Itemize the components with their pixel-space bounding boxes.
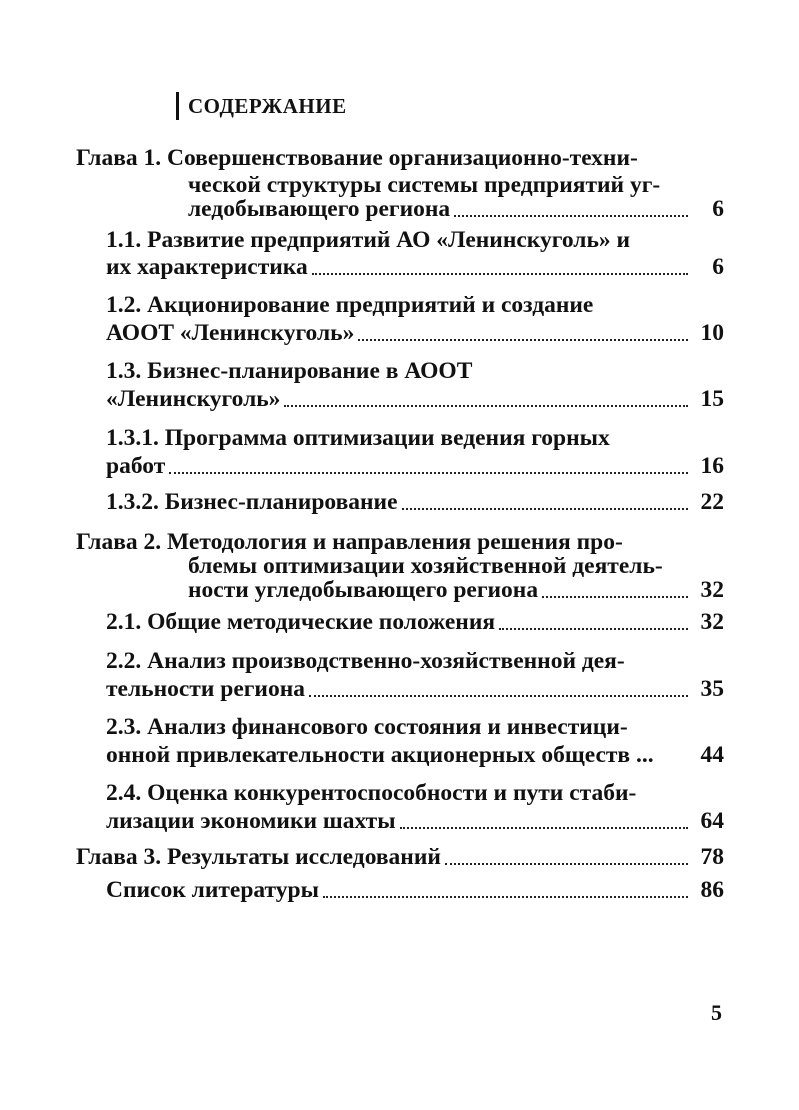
toc-entry[interactable]: [106, 671, 724, 701]
toc-entry-text: ческой структуры системы предприятий уг-: [188, 172, 661, 198]
leader-dots: [358, 338, 688, 341]
toc-entry-text: Глава 3. Результаты исследований: [76, 843, 441, 870]
toc-entry[interactable]: [106, 249, 724, 279]
toc-entry[interactable]: [188, 572, 724, 602]
contents-heading-text: СОДЕРЖАНИЕ: [188, 93, 347, 118]
toc-page-number: 15: [700, 385, 724, 412]
toc-entry-text: Глава 2. Методология и направления решения про-: [76, 529, 623, 555]
toc-entry-text: лизации экономики шахты: [106, 807, 396, 834]
toc-entry-text: Список литературы: [106, 876, 319, 903]
toc-entry-text: «Ленинскуголь»: [106, 385, 281, 412]
toc-page-number: 44: [700, 741, 724, 768]
toc-entry-text: ности угледобывающего региона: [188, 576, 539, 603]
toc-page-number: 32: [700, 608, 724, 635]
toc-entry-text: 2.3. Анализ финансового состояния и инвестици-: [106, 714, 628, 740]
toc-entry-text: АООТ «Ленинскуголь»: [106, 319, 355, 346]
page-folio: 5: [711, 1000, 722, 1025]
toc-entry[interactable]: [106, 803, 724, 833]
toc-page-number: 22: [700, 488, 724, 515]
toc-entry-text: 2.2. Анализ производственно-хозяйственной дея-: [106, 648, 625, 674]
toc-entry-text: 2.4. Оценка конкурентоспособности и пути стаби-: [106, 780, 637, 806]
toc-entry-text: онной привлекательности акционерных обществ ...: [106, 741, 654, 768]
leader-dots: [323, 895, 688, 898]
toc-page-number: 35: [700, 675, 724, 702]
leader-dots: [169, 471, 688, 474]
toc-page-number: 16: [700, 452, 724, 479]
leader-dots: [445, 862, 688, 865]
leader-dots: [499, 627, 688, 630]
toc-page-number: 32: [700, 576, 724, 603]
toc-entry[interactable]: [188, 191, 724, 221]
toc-entry[interactable]: [106, 604, 724, 634]
leader-dots: [542, 595, 688, 598]
toc-entry-text: ледобывающего региона: [188, 195, 451, 222]
toc-entry[interactable]: [106, 448, 724, 478]
toc-page-number: 10: [700, 319, 724, 346]
toc-entry[interactable]: [76, 839, 724, 869]
toc-page-number: 78: [700, 843, 724, 870]
toc-entry-text: 1.1. Развитие предприятий АО «Ленинскуголь» и: [106, 227, 631, 253]
toc-entry-text: работ: [106, 452, 166, 479]
leader-dots: [454, 214, 688, 217]
leader-dots: [402, 507, 688, 510]
toc-entry[interactable]: [106, 484, 724, 514]
contents-heading: [176, 92, 347, 120]
toc-entry-text: их характеристика: [106, 253, 308, 280]
toc-entry-text: блемы оптимизации хозяйственной деятель-: [188, 553, 663, 579]
toc-entry-text: тельности региона: [106, 675, 306, 702]
toc-entry[interactable]: [106, 872, 724, 902]
toc-entry-text: 1.3.2. Бизнес-планирование: [106, 488, 398, 515]
toc-page-number: 6: [712, 195, 724, 222]
toc-page-number: 64: [700, 807, 724, 834]
heading-bar: [176, 92, 179, 120]
toc-entry-text: 1.2. Акционирование предприятий и создание: [106, 292, 594, 318]
leader-dots: [284, 404, 688, 407]
toc-entry-text: 1.3. Бизнес-планирование в АООТ: [106, 358, 473, 384]
leader-dots: [309, 694, 688, 697]
toc-page-number: 6: [712, 253, 724, 280]
toc-entry[interactable]: [106, 381, 724, 411]
toc-entry[interactable]: [106, 315, 724, 345]
toc-entry-text: 1.3.1. Программа оптимизации ведения горных: [106, 425, 610, 451]
leader-dots: [312, 272, 688, 275]
leader-dots: [400, 826, 688, 829]
toc-entry[interactable]: [106, 737, 724, 767]
toc-entry-text: 2.1. Общие методические положения: [106, 608, 496, 635]
toc-entry-text: Глава 1. Совершенствование организационно-техни-: [76, 145, 638, 171]
toc-page-number: 86: [700, 876, 724, 903]
